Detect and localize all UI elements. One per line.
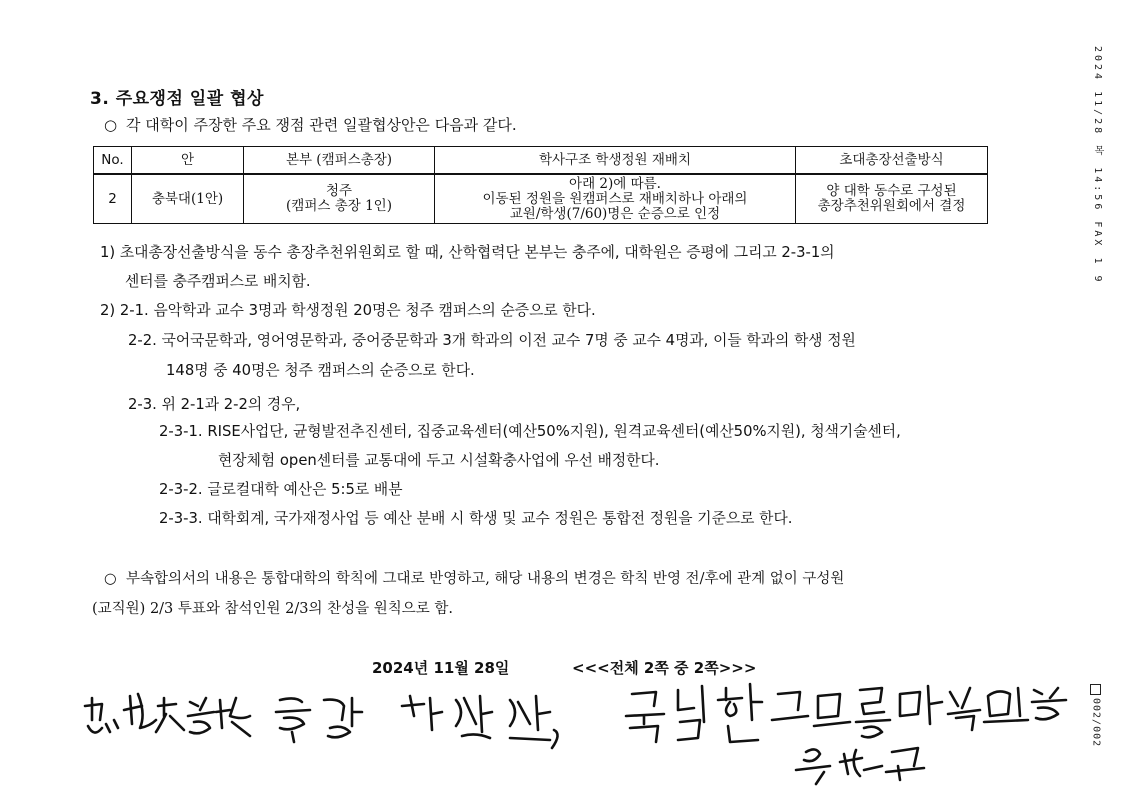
- cell-election-line2: 총장추천위원회에서 결정: [817, 198, 966, 214]
- cell-hq-line1: 청주: [325, 183, 353, 199]
- item-2-2-line2: 148명 중 40명은 청주 캠퍼스의 순증으로 한다.: [166, 362, 475, 379]
- negotiation-table: [93, 146, 988, 224]
- cell-realloc-line3: 교원/학생(7/60)명은 순증으로 인정: [509, 205, 721, 222]
- note-line1: [104, 567, 844, 588]
- cell-hq-line2: (캠퍼스 총장 1인): [286, 198, 392, 214]
- table-row: [94, 174, 988, 224]
- cell-realloc-line2: 이동된 정원을 원캠퍼스로 재배치하나 아래의: [482, 190, 748, 207]
- cell-election: [796, 174, 988, 224]
- bullet-icon: ○: [104, 571, 117, 587]
- signature-left-image: [80, 676, 570, 756]
- section-intro: [104, 114, 517, 135]
- fax-page-text: 002/002: [1090, 698, 1102, 748]
- footer-page-indicator: <<<전체 2쪽 중 2쪽>>>: [572, 659, 757, 677]
- cell-realloc: [435, 174, 796, 224]
- cell-plan: 충북대(1안): [132, 174, 244, 224]
- fax-page-number: [1090, 684, 1102, 747]
- bullet-icon: ○: [104, 116, 118, 134]
- item-2-2-line1: 2-2. 국어국문학과, 영어영문학과, 중어중문학과 3개 학과의 이전 교수 7명 중 교수 4명과, 이들 학과의 학생 정원: [128, 332, 856, 349]
- cell-no: 2: [94, 174, 132, 224]
- section-intro-text: 각 대학이 주장한 주요 쟁점 관련 일괄협상안은 다음과 같다.: [126, 116, 517, 134]
- item-2-3-1-line1: 2-3-1. RISE사업단, 균형발전추진센터, 집중교육센터(예산50%지원), 원격교육센터(예산50%지원), 청색기술센터,: [159, 423, 901, 440]
- col-header-election: 초대총장선출방식: [796, 147, 988, 175]
- item-1-line2: 센터를 충주캠퍼스로 배치함.: [125, 273, 311, 290]
- col-header-hq: 본부 (캠퍼스총장): [244, 147, 435, 175]
- cell-hq: [244, 174, 435, 224]
- item-2-1: 2) 2-1. 음악학과 교수 3명과 학생정원 20명은 청주 캠퍼스의 순증으로 한다.: [100, 302, 596, 319]
- footer-date: 2024년 11월 28일: [372, 659, 510, 677]
- fax-mark-icon: [1090, 684, 1101, 695]
- col-header-realloc: 학사구조 학생정원 재배치: [435, 147, 796, 175]
- item-2-3-3: 2-3-3. 대학회계, 국가재정사업 등 예산 분배 시 학생 및 교수 정원은 통합전 정원을 기준으로 한다.: [159, 510, 793, 527]
- note-line1-text: 부속합의서의 내용은 통합대학의 학칙에 그대로 반영하고, 해당 내용의 변경은 학칙 반영 전/후에 관계 없이 구성원: [126, 571, 845, 587]
- section-title: 3. 주요쟁점 일괄 협상: [90, 89, 264, 109]
- signature-right-image: [618, 666, 1068, 790]
- cell-election-line1: 양 대학 동수로 구성된: [826, 183, 957, 199]
- cell-realloc-line1: 아래 2)에 따름.: [569, 175, 661, 192]
- item-1-line1: 1) 초대총장선출방식을 동수 총장추천위원회로 할 때, 산학협력단 본부는 충주에, 대학원은 증평에 그리고 2-3-1의: [100, 244, 835, 261]
- fax-header: 2024 11/28 목 14:56 FAX 1 9: [1092, 46, 1103, 285]
- item-2-3: 2-3. 위 2-1과 2-2의 경우,: [128, 396, 301, 413]
- col-header-plan: 안: [132, 147, 244, 175]
- item-2-3-1-line2: 현장체험 open센터를 교통대에 두고 시설확충사업에 우선 배정한다.: [218, 452, 660, 469]
- note-line2: (교직원) 2/3 투표와 참석인원 2/3의 찬성을 원칙으로 함.: [92, 601, 453, 617]
- item-2-3-2: 2-3-2. 글로컬대학 예산은 5:5로 배분: [159, 481, 403, 498]
- col-header-no: No.: [94, 147, 132, 175]
- table-header-row: [94, 147, 988, 175]
